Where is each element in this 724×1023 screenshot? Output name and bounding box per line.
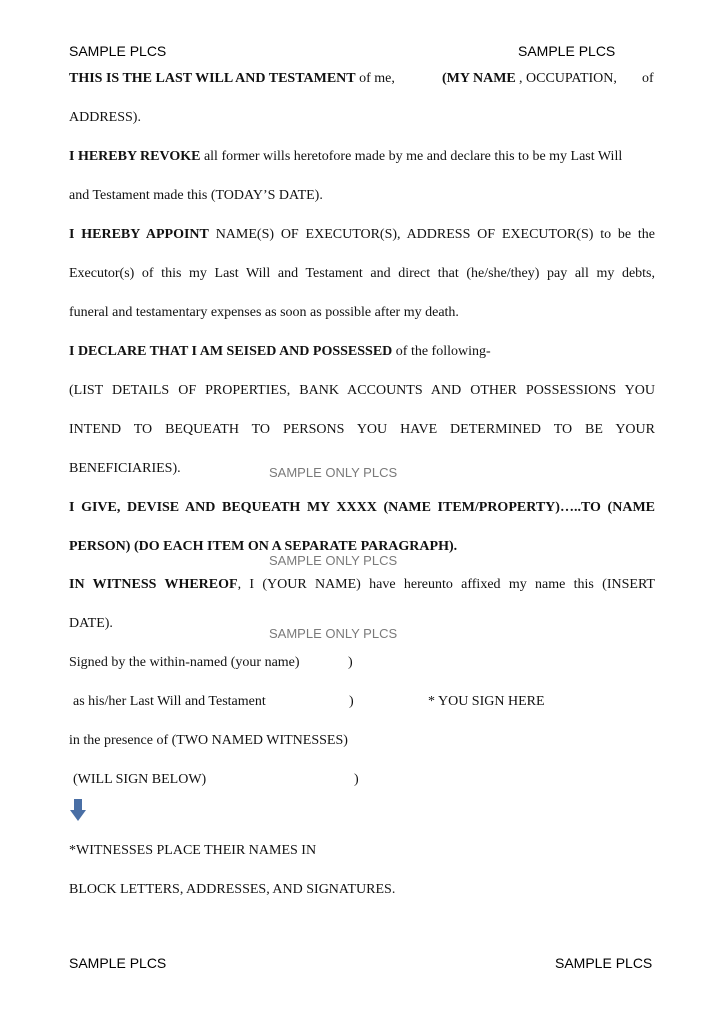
para6-line2: DATE).: [69, 616, 113, 631]
witness-note-line1: *WITNESSES PLACE THEIR NAMES IN: [69, 843, 317, 858]
para4-bold: I DECLARE THAT I AM SEISED AND POSSESSED: [69, 344, 393, 359]
para1-line2: ADDRESS).: [69, 110, 141, 125]
footer-right: SAMPLE PLCS: [555, 955, 653, 971]
witness-note-line2: BLOCK LETTERS, ADDRESSES, AND SIGNATURES.: [69, 882, 396, 897]
para3-line1: [69, 227, 655, 243]
para4-line1: [69, 344, 491, 360]
para1-of: of: [642, 71, 654, 86]
para4-line3: INTEND TO BEQUEATH TO PERSONS YOU HAVE DETERMINED TO BE YOUR: [69, 422, 655, 437]
para6-text1: , I (YOUR NAME) have hereunto affixed my name this (INSERT: [237, 577, 655, 592]
signing-paren2: ): [349, 694, 354, 709]
para6-bold: IN WITNESS WHEREOF: [69, 577, 238, 592]
watermark-3: SAMPLE ONLY PLCS: [269, 626, 398, 641]
signing-paren4: ): [354, 772, 359, 787]
para4-line4: BENEFICIARIES).: [69, 461, 181, 476]
para2-text1: all former wills heretofore made by me and declare this to be my Last Will: [200, 149, 623, 164]
down-arrow-icon: [70, 799, 86, 821]
para3-line2: Executor(s) of this my Last Will and Testament and direct that (he/she/they) pay all my debts,: [69, 266, 655, 281]
you-sign-here: * YOU SIGN HERE: [428, 694, 545, 709]
para5-line2: [69, 539, 457, 555]
signing-paren1: ): [348, 655, 353, 670]
signing-line2: as his/her Last Will and Testament: [73, 694, 266, 709]
para2-bold: I HEREBY REVOKE: [69, 149, 201, 164]
footer-left: SAMPLE PLCS: [69, 955, 167, 971]
signing-line1: Signed by the within-named (your name): [69, 655, 300, 670]
para1-bold: THIS IS THE LAST WILL AND TESTAMENT: [69, 71, 356, 86]
para1-occupation: , OCCUPATION,: [519, 71, 617, 86]
signing-line4: (WILL SIGN BELOW): [73, 772, 207, 787]
para3-text1: NAME(S) OF EXECUTOR(S), ADDRESS OF EXECUTOR(S) to be the: [208, 227, 656, 242]
header-right: SAMPLE PLCS: [518, 43, 616, 59]
para5-line1: [69, 500, 655, 516]
para6-line1: [69, 577, 655, 593]
para5-bold2: PERSON) (DO EACH ITEM ON A SEPARATE PARAGRAPH).: [69, 539, 458, 554]
signing-line3: in the presence of (TWO NAMED WITNESSES): [69, 733, 348, 748]
watermark-2: SAMPLE ONLY PLCS: [269, 553, 398, 568]
para5-bold1: I GIVE, DEVISE AND BEQUEATH MY XXXX (NAME ITEM/PROPERTY)…..TO (NAME: [69, 500, 655, 515]
para4-line2: (LIST DETAILS OF PROPERTIES, BANK ACCOUNTS AND OTHER POSSESSIONS YOU: [69, 383, 655, 398]
para3-bold: I HEREBY APPOINT: [69, 227, 209, 242]
para2-line2: and Testament made this (TODAY’S DATE).: [69, 188, 323, 203]
para3-line3: funeral and testamentary expenses as soon as possible after my death.: [69, 305, 459, 320]
para1-line1: [69, 71, 655, 87]
para1-my-name: (MY NAME: [442, 71, 516, 86]
para2-line1: [69, 149, 622, 165]
header-left: SAMPLE PLCS: [69, 43, 167, 59]
para1-text1: of me,: [355, 71, 395, 86]
watermark-1: SAMPLE ONLY PLCS: [269, 465, 398, 480]
para4-text1: of the following-: [392, 344, 491, 359]
